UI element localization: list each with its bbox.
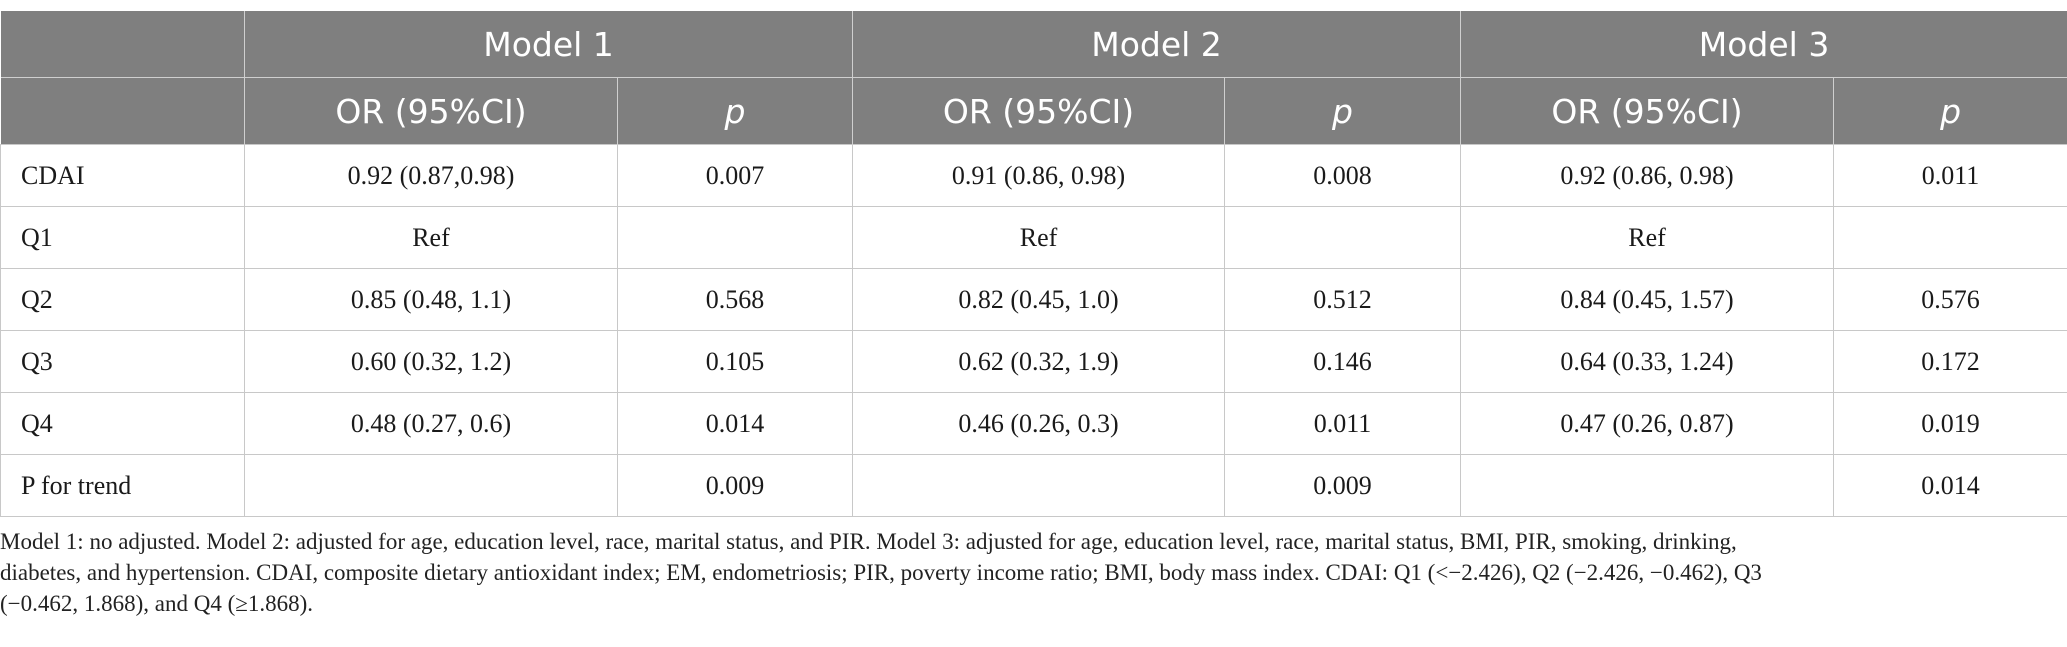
cell-p: 0.105 (618, 331, 853, 393)
cell-p (1225, 207, 1461, 269)
cell-p: 0.146 (1225, 331, 1461, 393)
header-or-model-3: OR (95%CI) (1461, 78, 1834, 145)
footnote-line: (−0.462, 1.868), and Q4 (≥1.868). (0, 591, 314, 616)
cell-or: 0.47 (0.26, 0.87) (1461, 393, 1834, 455)
cell-p: 0.014 (618, 393, 853, 455)
footnote-line: Model 1: no adjusted. Model 2: adjusted for age, education level, race, marital status, and PIR. Model 3: adjusted for age, education level, race, marital status, BMI, PIR, smoking, drinking, (0, 529, 1737, 554)
cell-p: 0.009 (618, 455, 853, 517)
header-row-models (1, 11, 2067, 78)
header-row-sub (1, 78, 2067, 145)
table-row (1, 393, 2067, 455)
cell-p: 0.512 (1225, 269, 1461, 331)
header-p-model-1: p (618, 78, 853, 145)
header-or-model-2: OR (95%CI) (853, 78, 1225, 145)
results-table (0, 11, 2067, 517)
cell-p: 0.009 (1225, 455, 1461, 517)
cell-p: 0.011 (1225, 393, 1461, 455)
cell-or (245, 455, 618, 517)
cell-or: 0.84 (0.45, 1.57) (1461, 269, 1834, 331)
header-model-3: Model 3 (1461, 11, 2067, 78)
row-label: Q4 (1, 393, 245, 455)
cell-p: 0.014 (1834, 455, 2067, 517)
cell-p: 0.007 (618, 145, 853, 207)
cell-p: 0.019 (1834, 393, 2067, 455)
table-row (1, 207, 2067, 269)
header-corner-sub (1, 78, 245, 145)
cell-p: 0.172 (1834, 331, 2067, 393)
cell-p: 0.011 (1834, 145, 2067, 207)
header-corner (1, 11, 245, 78)
table-row (1, 269, 2067, 331)
cell-or (1461, 455, 1834, 517)
cell-or: 0.92 (0.86, 0.98) (1461, 145, 1834, 207)
cell-p: 0.576 (1834, 269, 2067, 331)
cell-or: 0.60 (0.32, 1.2) (245, 331, 618, 393)
table-row (1, 331, 2067, 393)
table-body (1, 145, 2067, 517)
cell-or: 0.85 (0.48, 1.1) (245, 269, 618, 331)
cell-p (618, 207, 853, 269)
cell-p: 0.568 (618, 269, 853, 331)
cell-or: Ref (853, 207, 1225, 269)
table-row (1, 145, 2067, 207)
table-header (1, 11, 2067, 145)
row-label: Q3 (1, 331, 245, 393)
cell-or (853, 455, 1225, 517)
table-footnote (0, 526, 2060, 619)
header-model-2: Model 2 (853, 11, 1461, 78)
header-p-model-2: p (1225, 78, 1461, 145)
cell-or: 0.46 (0.26, 0.3) (853, 393, 1225, 455)
cell-or: 0.92 (0.87,0.98) (245, 145, 618, 207)
cell-or: 0.48 (0.27, 0.6) (245, 393, 618, 455)
cell-or: 0.82 (0.45, 1.0) (853, 269, 1225, 331)
table-row (1, 455, 2067, 517)
row-label: CDAI (1, 145, 245, 207)
cell-p: 0.008 (1225, 145, 1461, 207)
row-label: Q2 (1, 269, 245, 331)
cell-or: 0.64 (0.33, 1.24) (1461, 331, 1834, 393)
cell-or: Ref (1461, 207, 1834, 269)
header-model-1: Model 1 (245, 11, 853, 78)
cell-or: 0.91 (0.86, 0.98) (853, 145, 1225, 207)
header-p-model-3: p (1834, 78, 2067, 145)
row-label: P for trend (1, 455, 245, 517)
footnote-line: diabetes, and hypertension. CDAI, composite dietary antioxidant index; EM, endometriosis; PIR, poverty income ratio; BMI, body mass index. CDAI: Q1 (<−2.426), Q2 (−2.426, −0.462), Q3 (0, 560, 1762, 585)
row-label: Q1 (1, 207, 245, 269)
cell-or: 0.62 (0.32, 1.9) (853, 331, 1225, 393)
cell-or: Ref (245, 207, 618, 269)
cell-p (1834, 207, 2067, 269)
header-or-model-1: OR (95%CI) (245, 78, 618, 145)
